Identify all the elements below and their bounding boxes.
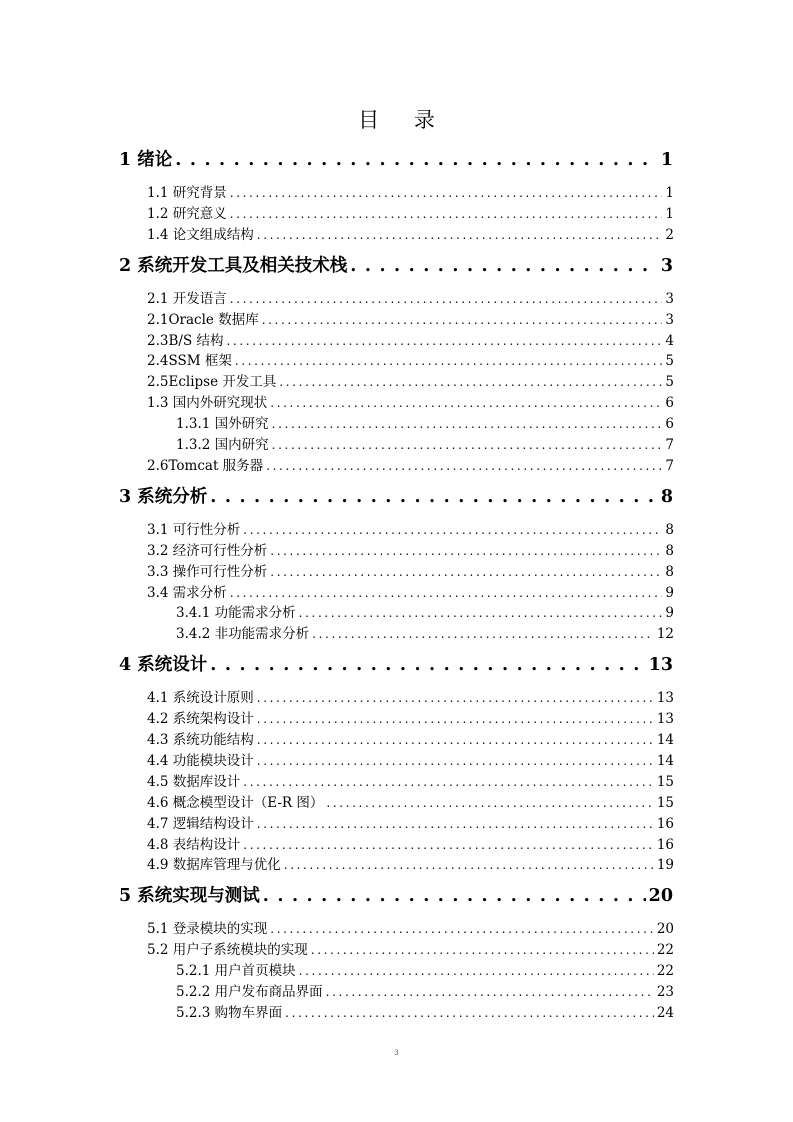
toc-entry-label: 5.1 登录模块的实现	[147, 921, 268, 938]
toc-entry-label: 4.6 概念模型设计（E-R 图）	[147, 794, 324, 811]
toc-section-entry[interactable]	[147, 454, 674, 475]
toc-entry-label: 3.4 需求分析	[147, 584, 227, 601]
toc-section-entry[interactable]	[147, 770, 674, 791]
toc-chapter-entry[interactable]	[119, 252, 673, 278]
toc-section-entry[interactable]	[147, 728, 674, 749]
toc-leader-dots	[230, 185, 663, 201]
toc-entry-label: 1.4 论文组成结构	[147, 226, 254, 243]
toc-leader-dots	[210, 655, 645, 675]
toc-entry-label: 3.1 可行性分析	[147, 521, 241, 538]
toc-leader-dots	[284, 857, 654, 873]
toc-leader-dots	[243, 837, 654, 853]
toc-leader-dots	[235, 353, 663, 369]
toc-entry-label: 2.6Tomcat 服务器	[147, 457, 264, 474]
toc-entry-page-number: 13	[648, 655, 673, 676]
toc-leader-dots	[175, 150, 658, 170]
toc-section-entry[interactable]	[147, 223, 674, 244]
toc-section-entry[interactable]	[147, 812, 674, 833]
toc-entry-label: 3.4.1 功能需求分析	[176, 605, 296, 622]
toc-section-entry[interactable]	[147, 518, 674, 539]
toc-leader-dots	[272, 416, 663, 432]
toc-entry-page-number: 14	[656, 732, 674, 748]
toc-subsection-entry[interactable]	[176, 622, 674, 643]
toc-entry-label: 2.1Oracle 数据库	[147, 311, 259, 328]
toc-entry-label: 1.3.1 国外研究	[176, 416, 269, 433]
toc-entry-page-number: 5	[665, 353, 674, 370]
toc-entry-label: 4.3 系统功能结构	[147, 732, 254, 748]
toc-section-entry[interactable]	[147, 181, 674, 202]
toc-subsection-entry[interactable]	[176, 433, 674, 454]
toc-entry-page-number: 20	[656, 921, 674, 938]
toc-section-entry[interactable]	[147, 853, 674, 874]
toc-entry-label: 4.8 表结构设计	[147, 836, 241, 853]
toc-section-entry[interactable]	[147, 791, 674, 812]
toc-leader-dots	[299, 605, 663, 621]
toc-leader-dots	[230, 291, 663, 307]
toc-section-entry[interactable]	[147, 917, 674, 938]
toc-leader-dots	[257, 753, 654, 769]
toc-entry-page-number: 14	[656, 752, 674, 769]
toc-section-entry[interactable]	[147, 749, 674, 770]
toc-entry-page-number: 16	[656, 836, 674, 853]
toc-leader-dots	[270, 543, 662, 559]
toc-leader-dots	[257, 711, 654, 727]
toc-entry-page-number: 8	[665, 542, 674, 559]
toc-entry-label: 3.2 经济可行性分析	[147, 542, 268, 559]
toc-leader-dots	[270, 395, 662, 411]
toc-entry-label: 4.5 数据库设计	[147, 773, 241, 790]
toc-entry-label: 5 系统实现与测试	[119, 886, 260, 907]
toc-entry-page-number: 8	[665, 563, 674, 580]
toc-subsection-entry[interactable]	[176, 1001, 674, 1022]
toc-entry-page-number: 9	[665, 605, 674, 622]
toc-entry-label: 4.9 数据库管理与优化	[147, 857, 281, 874]
toc-entry-page-number: 22	[656, 942, 674, 959]
toc-entry-page-number: 3	[665, 311, 674, 328]
page-number: 3	[394, 1049, 399, 1057]
toc-section-entry[interactable]	[147, 329, 674, 350]
toc-entry-label: 4.4 功能模块设计	[147, 752, 254, 769]
toc-entry-page-number: 13	[656, 711, 674, 728]
toc-subsection-entry[interactable]	[176, 412, 674, 433]
toc-entry-page-number: 1	[665, 185, 674, 201]
toc-entry-label: 5.2.1 用户首页模块	[176, 963, 296, 980]
toc-entry-label: 3 系统分析	[119, 486, 208, 507]
toc-chapter-entry[interactable]	[119, 651, 673, 677]
toc-entry-label: 3.3 操作可行性分析	[147, 563, 268, 580]
toc-title: 目 录	[358, 108, 449, 132]
toc-entry-page-number: 7	[665, 437, 674, 453]
toc-entry-page-number: 23	[656, 984, 674, 1000]
toc-leader-dots	[257, 227, 663, 243]
toc-section-entry[interactable]	[147, 707, 674, 728]
toc-entry-page-number: 3	[660, 255, 673, 276]
toc-entry-label: 1.2 研究意义	[147, 205, 227, 222]
toc-subsection-entry[interactable]	[176, 601, 674, 622]
toc-leader-dots	[312, 626, 654, 642]
toc-entry-page-number: 15	[656, 794, 674, 811]
toc-entry-label: 4.2 系统架构设计	[147, 711, 254, 728]
toc-section-entry[interactable]	[147, 349, 674, 370]
toc-entry-label: 2.1 开发语言	[147, 290, 227, 307]
toc-entry-label: 4 系统设计	[119, 655, 208, 676]
toc-leader-dots	[299, 963, 654, 979]
toc-leader-dots	[270, 921, 654, 937]
toc-entry-page-number: 8	[660, 486, 673, 507]
toc-section-entry[interactable]	[147, 539, 674, 560]
toc-entry-label: 4.7 逻辑结构设计	[147, 815, 254, 832]
toc-section-entry[interactable]	[147, 581, 674, 602]
toc-section-entry[interactable]	[147, 560, 674, 581]
toc-entry-page-number: 13	[656, 690, 674, 707]
toc-leader-dots	[266, 458, 662, 474]
toc-entry-page-number: 1	[665, 205, 674, 222]
toc-entry-label: 1.3.2 国内研究	[176, 437, 269, 453]
toc-leader-dots	[270, 564, 662, 580]
toc-chapter-entry[interactable]	[119, 483, 673, 509]
toc-leader-dots	[230, 206, 663, 222]
toc-leader-dots	[243, 522, 662, 538]
toc-entry-label: 2.4SSM 框架	[147, 353, 232, 370]
toc-entry-page-number: 6	[665, 395, 674, 412]
toc-section-entry[interactable]	[147, 308, 674, 329]
toc-section-entry[interactable]	[147, 938, 674, 959]
toc-leader-dots	[263, 886, 646, 906]
toc-entry-page-number: 4	[665, 332, 674, 349]
toc-leader-dots	[226, 333, 662, 349]
toc-entry-label: 1.3 国内外研究现状	[147, 395, 268, 412]
toc-entry-page-number: 19	[656, 857, 674, 874]
toc-leader-dots	[257, 690, 654, 706]
toc-entry-page-number: 9	[665, 584, 674, 601]
toc-leader-dots	[243, 774, 654, 790]
toc-entry-label: 1 绪论	[119, 150, 173, 170]
toc-section-entry[interactable]	[147, 287, 674, 308]
toc-section-entry[interactable]	[147, 202, 674, 223]
toc-entry-page-number: 7	[665, 457, 674, 474]
toc-entry-label: 1.1 研究背景	[147, 185, 227, 201]
toc-leader-dots	[311, 942, 654, 958]
toc-leader-dots	[272, 437, 663, 453]
toc-entry-label: 2.3B/S 结构	[147, 332, 224, 349]
toc-section-entry[interactable]	[147, 391, 674, 412]
toc-entry-page-number: 20	[648, 886, 673, 907]
toc-leader-dots	[257, 816, 654, 832]
toc-entry-page-number: 2	[665, 226, 674, 243]
toc-leader-dots	[230, 585, 663, 601]
toc-section-entry[interactable]	[147, 833, 674, 854]
toc-leader-dots	[279, 374, 662, 390]
toc-leader-dots	[350, 256, 658, 276]
toc-leader-dots	[210, 487, 658, 507]
toc-entry-page-number: 8	[665, 521, 674, 538]
toc-entry-page-number: 5	[665, 374, 674, 391]
toc-entry-page-number: 12	[656, 626, 674, 643]
toc-chapter-entry[interactable]	[119, 146, 673, 172]
toc-leader-dots	[257, 732, 654, 748]
toc-subsection-entry[interactable]	[176, 959, 674, 980]
toc-entry-label: 5.2.2 用户发布商品界面	[176, 984, 323, 1000]
toc-entry-page-number: 22	[656, 963, 674, 980]
toc-entry-label: 3.4.2 非功能需求分析	[176, 626, 310, 643]
toc-subsection-entry[interactable]	[176, 980, 674, 1001]
toc-leader-dots	[285, 1005, 654, 1021]
toc-entry-label: 2.5Eclipse 开发工具	[147, 374, 277, 391]
toc-chapter-entry[interactable]	[119, 882, 673, 908]
toc-entry-page-number: 3	[665, 290, 674, 307]
toc-entry-label: 5.2.3 购物车界面	[176, 1004, 283, 1021]
toc-entry-label: 4.1 系统设计原则	[147, 690, 254, 707]
toc-entry-page-number: 16	[656, 815, 674, 832]
toc-section-entry[interactable]	[147, 370, 674, 391]
toc-entry-label: 5.2 用户子系统模块的实现	[147, 942, 308, 959]
toc-leader-dots	[326, 795, 653, 811]
toc-leader-dots	[262, 312, 663, 328]
toc-section-entry[interactable]	[147, 686, 674, 707]
toc-entry-page-number: 6	[665, 416, 674, 433]
toc-entry-page-number: 1	[660, 150, 673, 170]
toc-leader-dots	[326, 984, 654, 1000]
toc-entry-label: 2 系统开发工具及相关技术栈	[119, 255, 348, 276]
toc-entry-page-number: 24	[656, 1004, 674, 1021]
toc-entry-page-number: 15	[656, 773, 674, 790]
